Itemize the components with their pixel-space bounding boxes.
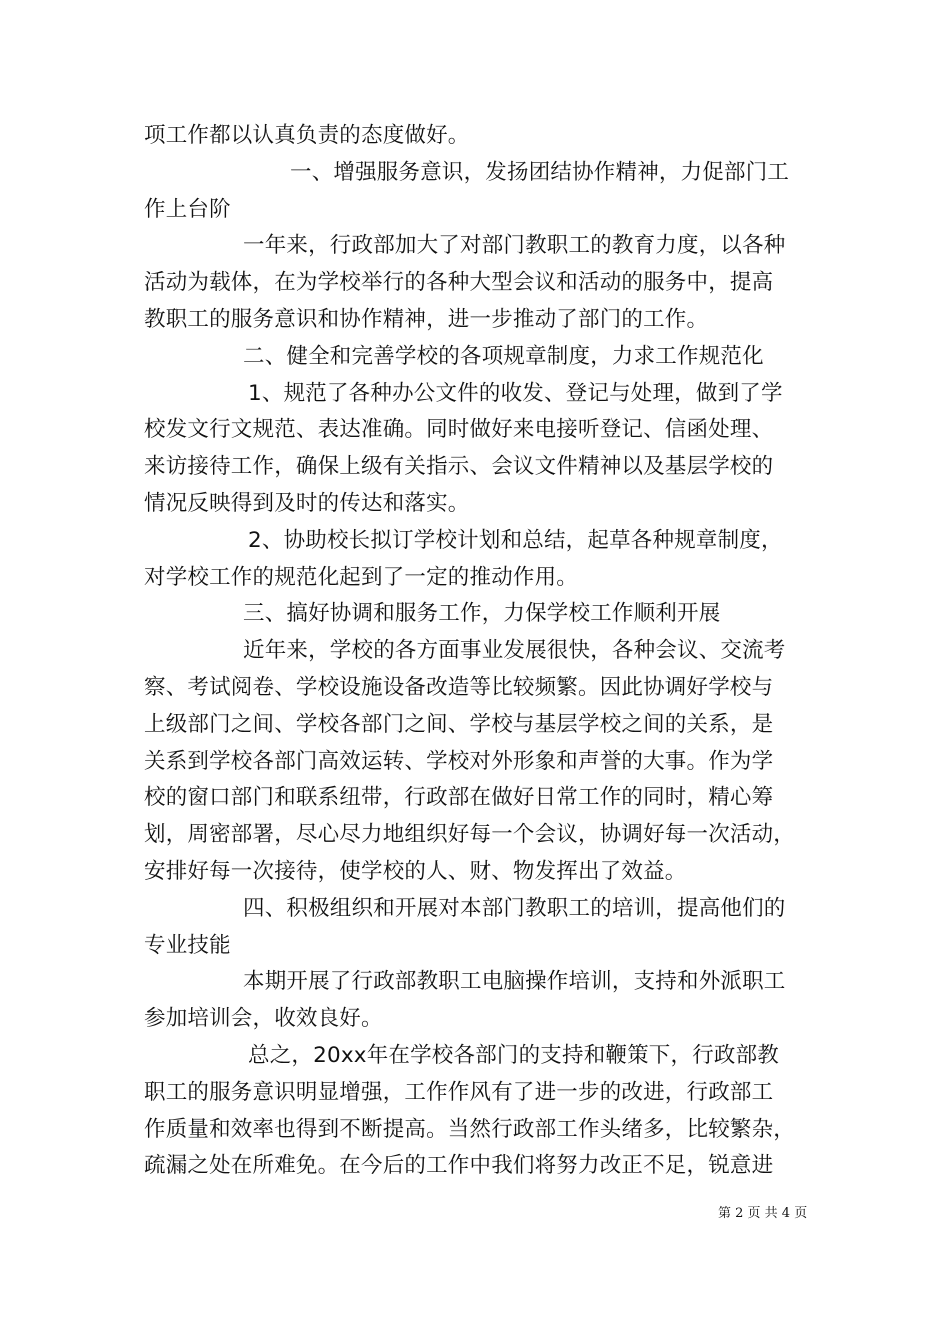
text-line: 察、考试阅卷、学校设施设备改造等比较频繁。因此协调好学校与 [144,675,774,700]
text-line: 总之，20xx年在学校各部门的支持和鞭策下，行政部教 [248,1043,780,1068]
text-line: 项工作都以认真负责的态度做好。 [144,123,470,148]
text-line: 关系到学校各部门高效运转、学校对外形象和声誉的大事。作为学 [144,748,774,774]
text-line: 安排好每一次接待，使学校的人、财、物发挥出了效益。 [144,859,687,884]
section-heading: 二、健全和完善学校的各项规章制度，力求工作规范化 [243,343,764,369]
text-line: 上级部门之间、学校各部门之间、学校与基层学校之间的关系，是 [144,711,774,737]
section-heading: 四、积极组织和开展对本部门教职工的培训，提高他们的 [243,895,786,921]
text-line: 近年来，学校的各方面事业发展很快，各种会议、交流考 [243,638,786,664]
text-line: 校的窗口部门和联系纽带，行政部在做好日常工作的同时，精心筹 [144,785,774,811]
section-heading: 三、搞好协调和服务工作，力保学校工作顺利开展 [243,601,721,627]
text-line: 来访接待工作，确保上级有关指示、会议文件精神以及基层学校的 [144,454,774,480]
text-line: 2、协助校长拟订学校计划和总结，起草各种规章制度， [248,527,783,553]
text-line: 教职工的服务意识和协作精神，进一步推动了部门的工作。 [144,307,709,332]
page-number: 第 2 页 共 4 页 [718,1206,808,1221]
text-line: 情况反映得到及时的传达和落实。 [144,491,470,516]
text-line: 疏漏之处在所难免。在今后的工作中我们将努力改正不足，锐意进 [144,1153,774,1179]
text-line: 本期开展了行政部教职工电脑操作培训，支持和外派职工 [243,969,786,995]
text-line: 专业技能 [144,932,231,958]
text-line: 对学校工作的规范化起到了一定的推动作用。 [144,564,579,590]
text-line: 1、规范了各种办公文件的收发、登记与处理，做到了学 [248,380,783,406]
text-line: 一年来，行政部加大了对部门教职工的教育力度，以各种 [243,233,786,259]
text-line: 活动为载体，在为学校举行的各种大型会议和活动的服务中，提高 [144,270,774,296]
text-line: 参加培训会，收效良好。 [144,1006,383,1032]
text-line: 作上台阶 [144,196,231,222]
text-line: 划，周密部署，尽心尽力地组织好每一个会议，协调好每一次活动， [144,822,796,848]
text-line: 职工的服务意识明显增强，工作作风有了进一步的改进，行政部工 [144,1079,774,1105]
text-line: 校发文行文规范、表达准确。同时做好来电接听登记、信函处理、 [144,417,774,443]
text-line: 作质量和效率也得到不断提高。当然行政部工作头绪多，比较繁杂， [144,1116,796,1142]
section-heading: 一、增强服务意识，发扬团结协作精神，力促部门工 [290,159,790,185]
